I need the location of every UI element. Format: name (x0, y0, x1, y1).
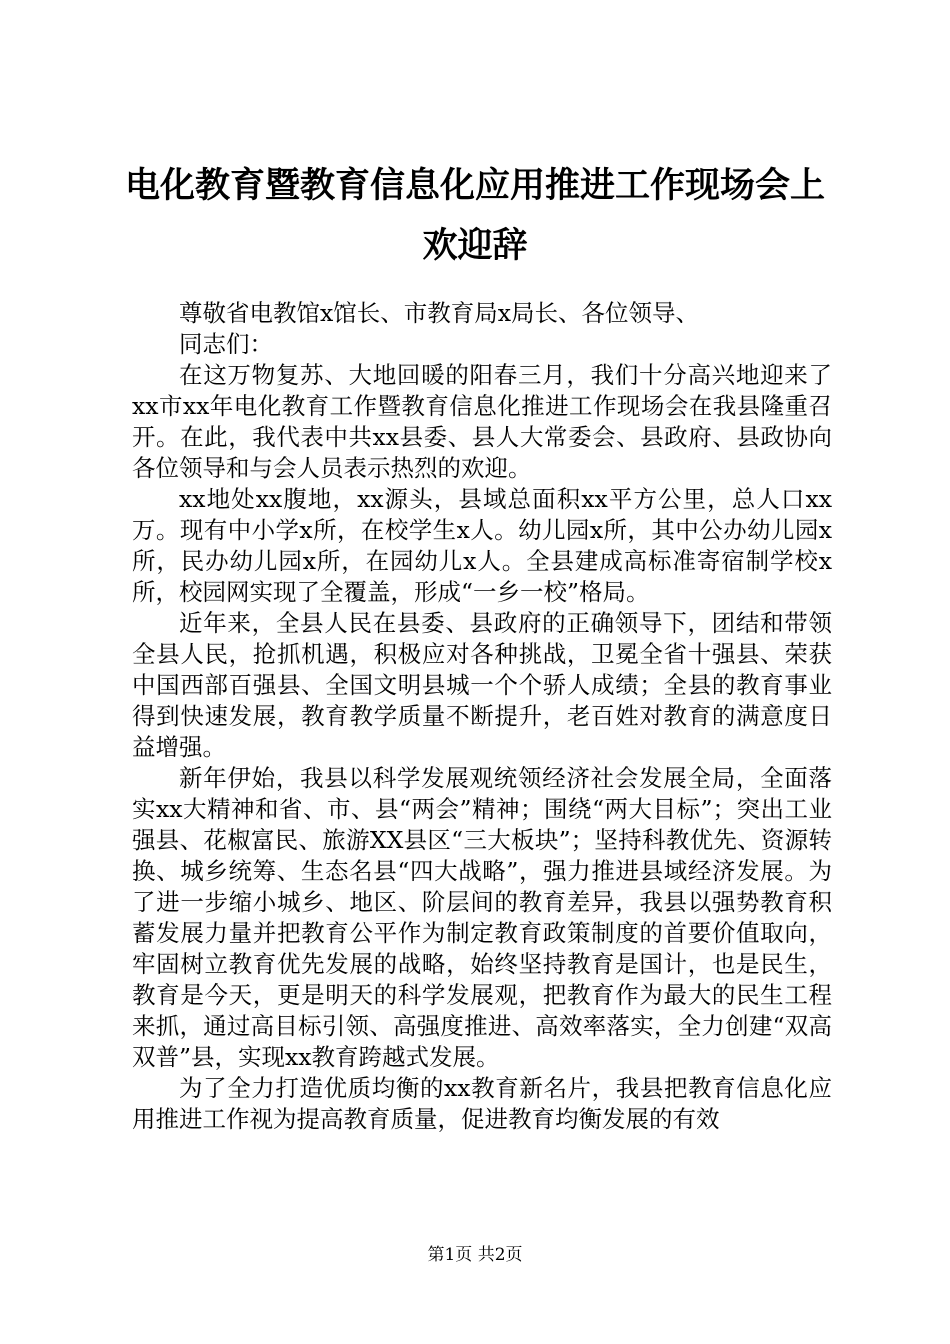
body-paragraph: 新年伊始，我县以科学发展观统领经济社会发展全局，全面落实xx大精神和省、市、县“两会”精神；围绕“两大目标”；突出工业强县、花椒富民、旅游XX县区“三大板块”；坚持科教优先、资源转换、城乡统筹、生态名县“四大战略”，强力推进县域经济发展。为了进一步缩小城乡、地区、阶层间的教育差异，我县以强势教育积蓄发展力量并把教育公平作为制定教育政策制度的首要价值取向，牢固树立教育优先发展的战略，始终坚持教育是国计，也是民生，教育是今天，更是明天的科学发展观，把教育作为最大的民生工程来抓，通过高目标引领、高强度推进、高效率落实，全力创建“双高双普”县，实现xx教育跨越式发展。 (132, 764, 832, 1071)
body-paragraph: 为了全力打造优质均衡的xx教育新名片，我县把教育信息化应用推进工作视为提高教育质量，促进教育均衡发展的有效 (132, 1074, 832, 1133)
salutation-line-2: 同志们： (179, 330, 273, 358)
salutation-line-1: 尊敬省电教馆x馆长、市教育局x局长、各位领导、 (179, 299, 700, 327)
page-number-footer: 第1页 共2页 (427, 1245, 523, 1265)
document-title-line-2: 欢迎辞 (422, 225, 528, 266)
body-paragraph: 近年来，全县人民在县委、县政府的正确领导下，团结和带领全县人民，抢抓机遇，积极应对各种挑战，卫冕全省十强县、荣获中国西部百强县、全国文明县城一个个骄人成绩；全县的教育事业得到快速发展，教育教学质量不断提升，老百姓对教育的满意度日益增强。 (132, 609, 832, 761)
body-paragraph: 在这万物复苏、大地回暖的阳春三月，我们十分高兴地迎来了xx市xx年电化教育工作暨教育信息化推进工作现场会在我县隆重召开。在此，我代表中共xx县委、县人大常委会、县政府、县政协向各位领导和与会人员表示热烈的欢迎。 (132, 361, 832, 482)
body-paragraph: xx地处xx腹地，xx源头，县域总面积xx平方公里，总人口xx万。现有中小学x所，在校学生x人。幼儿园x所，其中公办幼儿园x所，民办幼儿园x所，在园幼儿x人。全县建成高标准寄宿制学校x所，校园网实现了全覆盖，形成“一乡一校”格局。 (132, 485, 832, 606)
document-title-line-1: 电化教育暨教育信息化应用推进工作现场会上 (124, 165, 825, 206)
document-body (132, 298, 832, 1135)
